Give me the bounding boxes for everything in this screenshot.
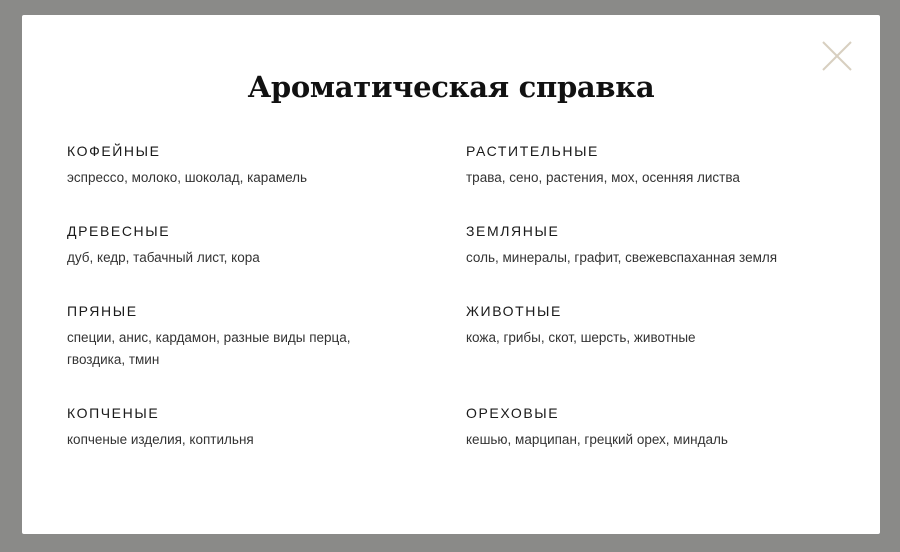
category-smoky <box>67 404 407 451</box>
category-name: ПРЯНЫЕ <box>67 303 138 319</box>
category-herbal <box>466 142 806 189</box>
category-earthy <box>466 222 806 269</box>
category-description: кожа, грибы, скот, шерсть, животные <box>466 330 696 345</box>
category-description: копченые изделия, коптильня <box>67 432 254 447</box>
category-coffee <box>67 142 407 189</box>
category-description: соль, минералы, графит, свежевспаханная земля <box>466 250 778 265</box>
category-spicy <box>67 302 397 371</box>
category-name: КОФЕЙНЫЕ <box>67 143 161 159</box>
category-name: ЖИВОТНЫЕ <box>466 303 562 319</box>
category-description: эспрессо, молоко, шоколад, карамель <box>67 170 308 185</box>
category-name: ЗЕМЛЯНЫЕ <box>466 223 560 239</box>
category-name: ДРЕВЕСНЫЕ <box>67 223 171 239</box>
category-description: специи, анис, кардамон, разные виды перца, гвоздика, тмин <box>67 330 351 367</box>
modal-title: Ароматическая справка <box>247 70 655 104</box>
category-name: РАСТИТЕЛЬНЫЕ <box>466 143 599 159</box>
category-name: КОПЧЕНЫЕ <box>67 405 160 421</box>
category-animal <box>466 302 806 349</box>
category-nutty <box>466 404 806 451</box>
category-woody <box>67 222 407 269</box>
aroma-reference-modal <box>22 15 880 534</box>
category-name: ОРЕХОВЫЕ <box>466 405 560 421</box>
category-description: трава, сено, растения, мох, осенняя листва <box>466 170 740 185</box>
category-description: дуб, кедр, табачный лист, кора <box>67 250 260 265</box>
category-description: кешью, марципан, грецкий орех, миндаль <box>466 432 728 447</box>
